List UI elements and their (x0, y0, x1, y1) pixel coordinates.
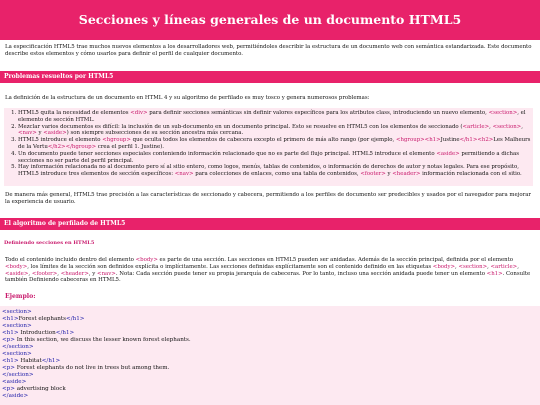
list-item: 5. Hay información relacionada no al documento pero sí al sitio entero, como logos, menús, tablas de contenidos, o información de derechos de autor y notas legales. Para ese propósito, HTML5 introduce tres elementos de sección específicos: <nav> para colecciones de enlaces, como una tabla de contenidos, <footer> y <header> información relacionada con el sitio. (18, 164, 533, 178)
section-heading: El algoritmo de perfilado de HTML5 (4, 220, 126, 227)
intro-paragraph: La especificación HTML5 trae muchos nuevos elementos a los desarrolladores web, permitiéndoles describir la estructura de un documento web con semántica estandarizada. Este documento describe estos elementos y cómo usarlos para definir el perfil de cualquier documento. (5, 44, 532, 57)
section-lead: La definición de la estructura de un documento en HTML 4 y su algoritmo de perfilado es muy tosco y genera numerosos problemas: (5, 95, 370, 101)
code-line: <h1>Forest elephants</h1> (2, 316, 85, 322)
section-heading: Problemas resueltos por HTML5 (4, 73, 114, 80)
page-header (0, 0, 540, 40)
code-line: <section> (2, 309, 32, 315)
code-line: <p> advertising block (2, 386, 66, 392)
code-line: <h1> Habitat</h1> (2, 358, 61, 364)
problems-list (4, 108, 533, 178)
list-item: 3. HTML5 introduce el elemento <hgroup> que oculta todos los elementos de cabecera excepto el primero de más alto rango (por ejemplo, <hgroup><h1>Justine</h1><h2>Les Malheurs de la Vertu</h2></hgroup> crea el perfil 1. Justine). (18, 137, 533, 151)
code-line: <p> Forest elephants do not live in trees but among them. (2, 365, 170, 371)
page-title: Secciones y líneas generales de un documento HTML5 (78, 12, 462, 27)
list-item: 2. Mezclar varios documentos es difícil: la inclusión de un sub-documento en un documento principal. Esto se resuelve en HTML5 con los elementos de seccionado (<article>, <section>, <nav> y <aside>) son siempre subsecciones de su sección ancestra más cercana. (18, 124, 533, 138)
code-line: <h1> Introduction</h1> (2, 330, 75, 336)
section-paragraph: Todo el contenido incluido dentro del elemento <body> es parte de una sección. Las secciones en HTML5 pueden ser anidadas. Además de la sección principal, definida por el elemento <body>, los límites de la sección son definidos explícita o implícitamente. Las secciones definidas explícitamente son el contenido definido en las etiquetas <body>, <section>, <article>, <aside>, <footer>, <header>, y <nav>. Nota: Cada sección puede tener su propia jerarquía de cabeceras. Por lo tanto, incluso una sección anidada puede tener un elemento <h1>. Consulte también Definiendo cabeceras en HTML5. (5, 257, 531, 284)
code-example (0, 306, 540, 405)
subsection-heading: Definiendo secciones en HTML5 (4, 240, 95, 246)
code-line: </section> (2, 344, 34, 350)
list-item: 4. Un documento puede tener secciones especiales conteniendo información relacionado que no es parte del flujo principal. HTML5 introduce el elemento <aside> permitiendo a dichas secciones no ser parte del perfil principal. (18, 151, 533, 165)
problems-list-box (4, 108, 533, 186)
section-closing: De manera más general, HTML5 trae precisión a las características de seccionado y cabecera, permitiendo a los perfiles de documento ser predecibles y usados por el navegador para mejorar la experiencia de usuario. (5, 192, 532, 205)
example-label: Ejemplo: (5, 293, 36, 300)
section-heading-bar (0, 71, 540, 83)
code-line: </section> (2, 372, 34, 378)
code-line: <section> (2, 323, 32, 329)
code-line: <aside> (2, 379, 27, 385)
section-heading-bar (0, 218, 540, 230)
list-item: 1. HTML5 quita la necesidad de elementos <div> para definir secciones semánticas sin definir valores específicos para los atributos class, introduciendo un nuevo elemento, <section>, el elemento de sección HTML. (18, 110, 533, 124)
code-line: <section> (2, 351, 32, 357)
code-line: </aside> (2, 393, 29, 399)
code-line: <p> In this section, we discuss the lesser known forest elephants. (2, 337, 191, 343)
